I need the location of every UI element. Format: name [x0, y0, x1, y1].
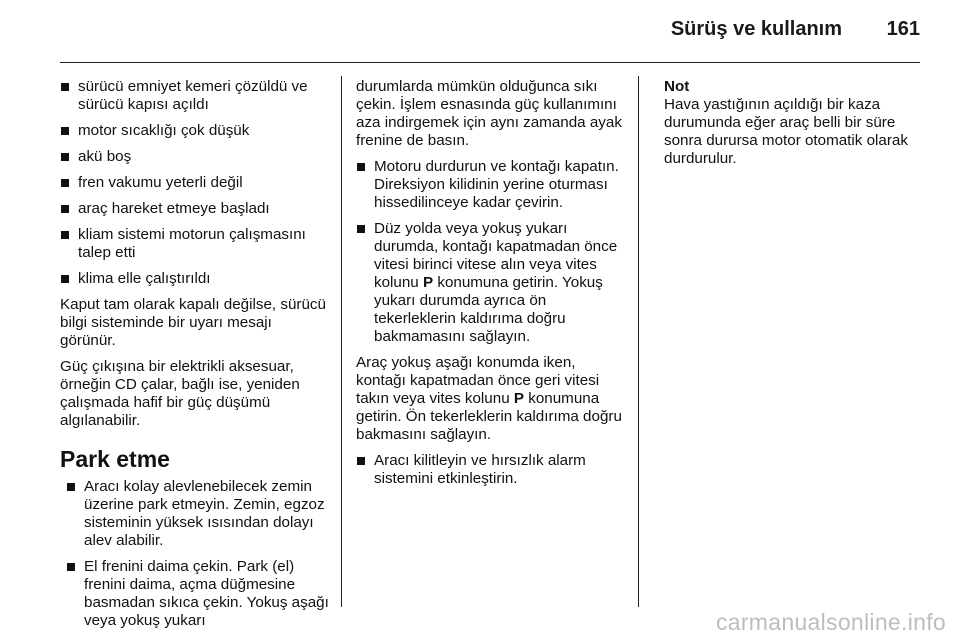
note-text: Hava yastığının açıldığı bir kaza durumunda eğer araç belli bir süre sonra durursa motor otomatik olarak durdurulur. — [664, 96, 908, 167]
bullet-square-icon — [357, 225, 365, 233]
paragraph-continuation: durumlarda mümkün olduğunca sıkı çekin. İşlem esnasında güç kullanımını aza indirgemek için aynı zamanda ayak frenine de basın. — [356, 78, 622, 149]
bullet-square-icon — [61, 231, 69, 239]
bullet-square-icon — [61, 205, 69, 213]
header-title: Sürüş ve kullanım — [670, 18, 842, 40]
list-item: sürücü emniyet kemeri çözüldü ve sürücü kapısı açıldı — [60, 78, 330, 114]
column-divider-1 — [341, 76, 342, 607]
page-number: 161 — [886, 18, 920, 40]
gear-label-p: P — [513, 390, 525, 407]
section-title: Park etme — [60, 446, 170, 472]
paragraph-power-outlet: Güç çıkışına bir elektrikli aksesuar, örneğin CD çalar, bağlı ise, yeniden çalışmada hafif bir güç düşümü algılanabilir. — [60, 358, 300, 429]
list-item: akü boş — [60, 148, 330, 166]
column-divider-2 — [638, 76, 639, 607]
page-header — [60, 18, 920, 52]
paragraph-downhill: Araç yokuş aşağı konumda iken, kontağı kapatmadan önce geri vitesi takın veya vites kolunu P konumuna getirin. Ön tekerleklerin kaldırıma doğru bakmasını sağlayın. — [356, 354, 622, 443]
note-title: Not — [664, 78, 690, 95]
bullet-square-icon — [67, 483, 75, 491]
watermark: carmanualsonline.info — [715, 609, 946, 635]
gear-label-p: P — [422, 274, 434, 291]
column-1 — [60, 78, 330, 638]
list-item: Aracı kolay alevlenebilecek zemin üzerine park etmeyin. Zemin, egzoz sisteminin yüksek ısısından dolayı alev alabilir. — [66, 478, 330, 550]
header-rule — [60, 62, 920, 63]
list-item: Motoru durdurun ve kontağı kapatın. Direksiyon kilidinin yerine oturması hissedilinceye kadar çevirin. — [356, 158, 624, 212]
list-item: fren vakumu yeterli değil — [60, 174, 330, 192]
list-item: El frenini daima çekin. Park (el) frenini daima, açma düğmesine basmadan sıkıca çekin. Yokuş aşağı veya yokuş yukarı — [66, 558, 330, 630]
list-item: Aracı kilitleyin ve hırsızlık alarm sistemini etkinleştirin. — [356, 452, 624, 488]
column-3 — [664, 78, 922, 168]
paragraph-hood-warning: Kaput tam olarak kapalı değilse, sürücü bilgi sisteminde bir uyarı mesajı görünür. — [60, 296, 326, 349]
list-item: klima elle çalıştırıldı — [60, 270, 330, 288]
list-item: motor sıcaklığı çok düşük — [60, 122, 330, 140]
list-item: araç hareket etmeye başladı — [60, 200, 330, 218]
bullet-square-icon — [357, 457, 365, 465]
list-item: kliam sistemi motorun çalışmasını talep etti — [60, 226, 330, 262]
bullet-square-icon — [61, 275, 69, 283]
bullet-square-icon — [61, 179, 69, 187]
bullet-square-icon — [61, 83, 69, 91]
bullet-square-icon — [357, 163, 365, 171]
bullet-square-icon — [61, 127, 69, 135]
column-2 — [356, 78, 624, 496]
list-item: Düz yolda veya yokuş yukarı durumda, kontağı kapatmadan önce vitesi birinci vitese alın veya vites kolunu P konumuna getirin. Yokuş yukarı durumda ayrıca ön tekerleklerin kaldırıma doğru bakmamasını sağlayın. — [356, 220, 624, 346]
bullet-square-icon — [67, 563, 75, 571]
bullet-square-icon — [61, 153, 69, 161]
park-list — [60, 478, 330, 630]
